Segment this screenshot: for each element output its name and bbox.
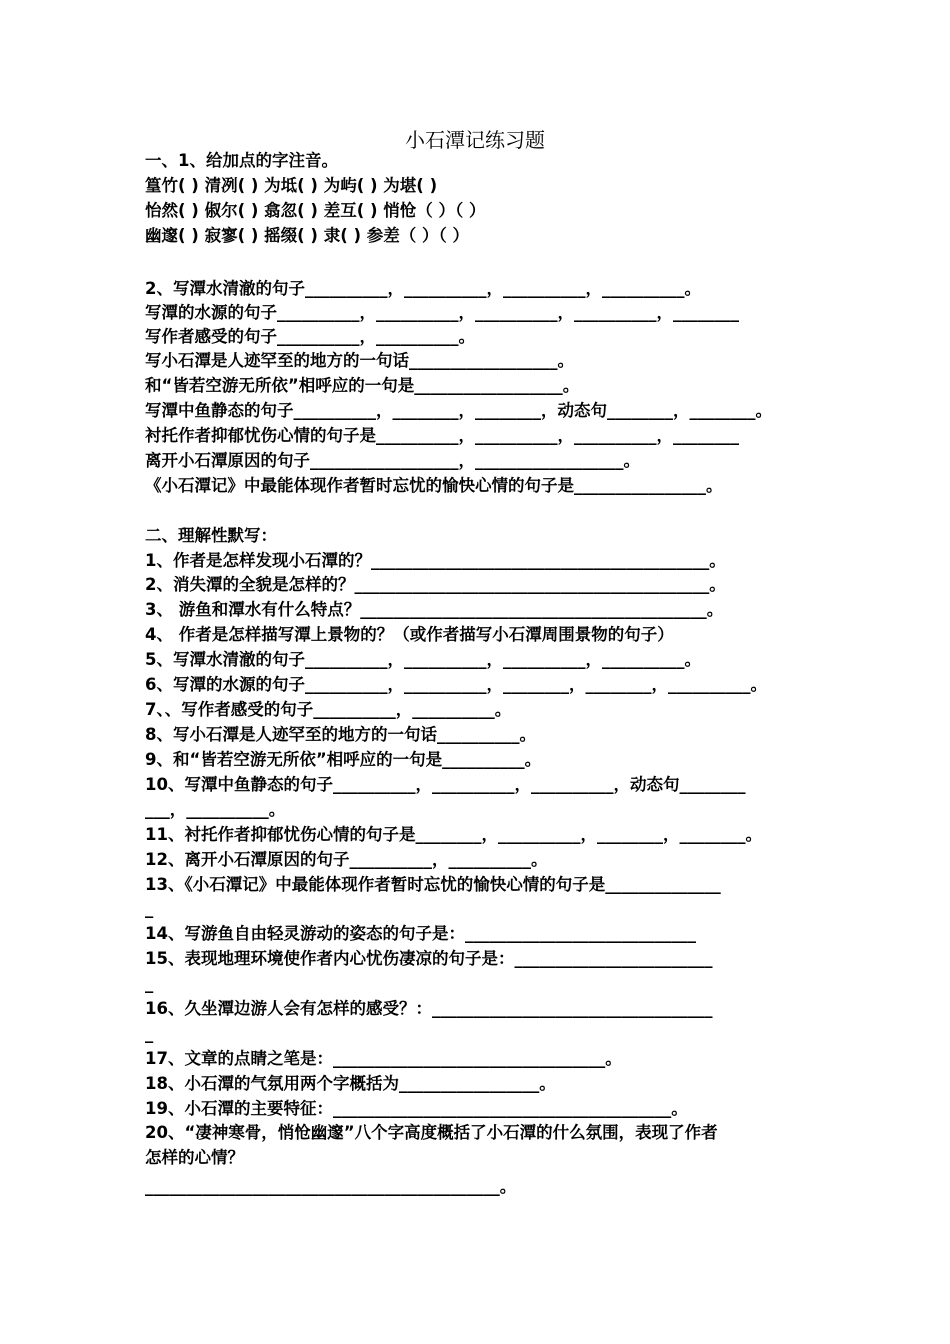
question-line: 写小石潭是人迹罕至的地方的一句话__________________。 (145, 351, 574, 370)
question-line: 写潭中鱼静态的句子__________，________，________，动态句________，________。 (145, 401, 772, 420)
question-line: 2、消失潭的全貌是怎样的？___________________________________________。 (145, 575, 726, 594)
question-line: 写作者感受的句子__________，__________。 (145, 327, 475, 346)
question-line: 4、 作者是怎样描写潭上景物的？（或作者描写小石潭周围景物的句子） (145, 625, 674, 644)
question-line: 15、表现地理环境使作者内心忧伤凄凉的句子是：________________________ (145, 949, 713, 968)
question-line: 14、写游鱼自由轻灵游动的姿态的句子是：____________________________ (145, 924, 696, 943)
question-line: 13、《小石潭记》中最能体现作者暂时忘忧的愉快心情的句子是______________ (145, 875, 721, 894)
page-title: 小石潭记练习题 (405, 128, 545, 152)
question-line: 19、小石潭的主要特征：_________________________________________。 (145, 1099, 688, 1118)
pinyin-row-2: 怡然( ) 俶尔( ) 翕忽( ) 差互( ) 悄怆（ ）（ ） (145, 201, 486, 220)
question-line: 8、写小石潭是人迹罕至的地方的一句话__________。 (145, 725, 536, 744)
question-line: 写潭的水源的句子__________，__________，__________，__________，________ (145, 303, 739, 322)
question-line: 12、离开小石潭原因的句子__________，__________。 (145, 850, 548, 869)
question-line-continued: 怎样的心情？ (145, 1148, 244, 1167)
question-line: 3、 游鱼和潭水有什么特点？__________________________________________。 (145, 600, 724, 619)
question-line: 6、写潭的水源的句子__________，__________，________，________，__________。 (145, 675, 767, 694)
question-line: 11、衬托作者抑郁忧伤心情的句子是________，__________，________，________。 (145, 825, 762, 844)
question-line: 9、和“皆若空游无所依”相呼应的一句是__________。 (145, 750, 542, 769)
question-line: 离开小石潭原因的句子__________________，__________________。 (145, 451, 640, 470)
question-line-continued: _ (145, 899, 154, 918)
question-line: 5、写潭水清澈的句子__________，__________，__________，__________。 (145, 650, 701, 669)
question-line: 衬托作者抑郁忧伤心情的句子是__________，__________，__________，________ (145, 426, 739, 445)
section-1-heading: 一、1、给加点的字注音。 (145, 151, 338, 170)
question-line: 7、、写作者感受的句子__________，__________。 (145, 700, 512, 719)
question-line-continued: _ (145, 1024, 154, 1043)
question-line: 20、“凄神寒骨，悄怆幽邃”八个字高度概括了小石潭的什么氛围，表现了作者 (145, 1123, 718, 1142)
question-line: 10、写潭中鱼静态的句子__________，__________，__________，动态句________ (145, 775, 746, 794)
question-line: 16、久坐潭边游人会有怎样的感受？：__________________________________ (145, 999, 713, 1018)
question-line: 2、写潭水清澈的句子__________，__________，__________，__________。 (145, 279, 701, 298)
pinyin-row-1: 篁竹( ) 清冽( ) 为坻( ) 为屿( ) 为堪( ) (145, 176, 438, 195)
section-2-heading: 二、理解性默写： (145, 526, 277, 545)
answer-line: ___________________________________________。 (145, 1177, 517, 1196)
question-line: 17、文章的点睛之笔是：_________________________________。 (145, 1049, 622, 1068)
question-line-continued: ___，__________。 (145, 800, 286, 819)
question-line: 1、作者是怎样发现小石潭的？_________________________________________。 (145, 551, 726, 570)
question-line: 18、小石潭的气氛用两个字概括为_________________。 (145, 1074, 556, 1093)
question-line: 《小石潭记》中最能体现作者暂时忘忧的愉快心情的句子是________________。 (145, 476, 723, 495)
pinyin-row-3: 幽邃( ) 寂寥( ) 摇缀( ) 隶( ) 参差（ ）（ ） (145, 226, 470, 245)
question-line: 和“皆若空游无所依”相呼应的一句是__________________。 (145, 376, 580, 395)
question-line-continued: _ (145, 974, 154, 993)
